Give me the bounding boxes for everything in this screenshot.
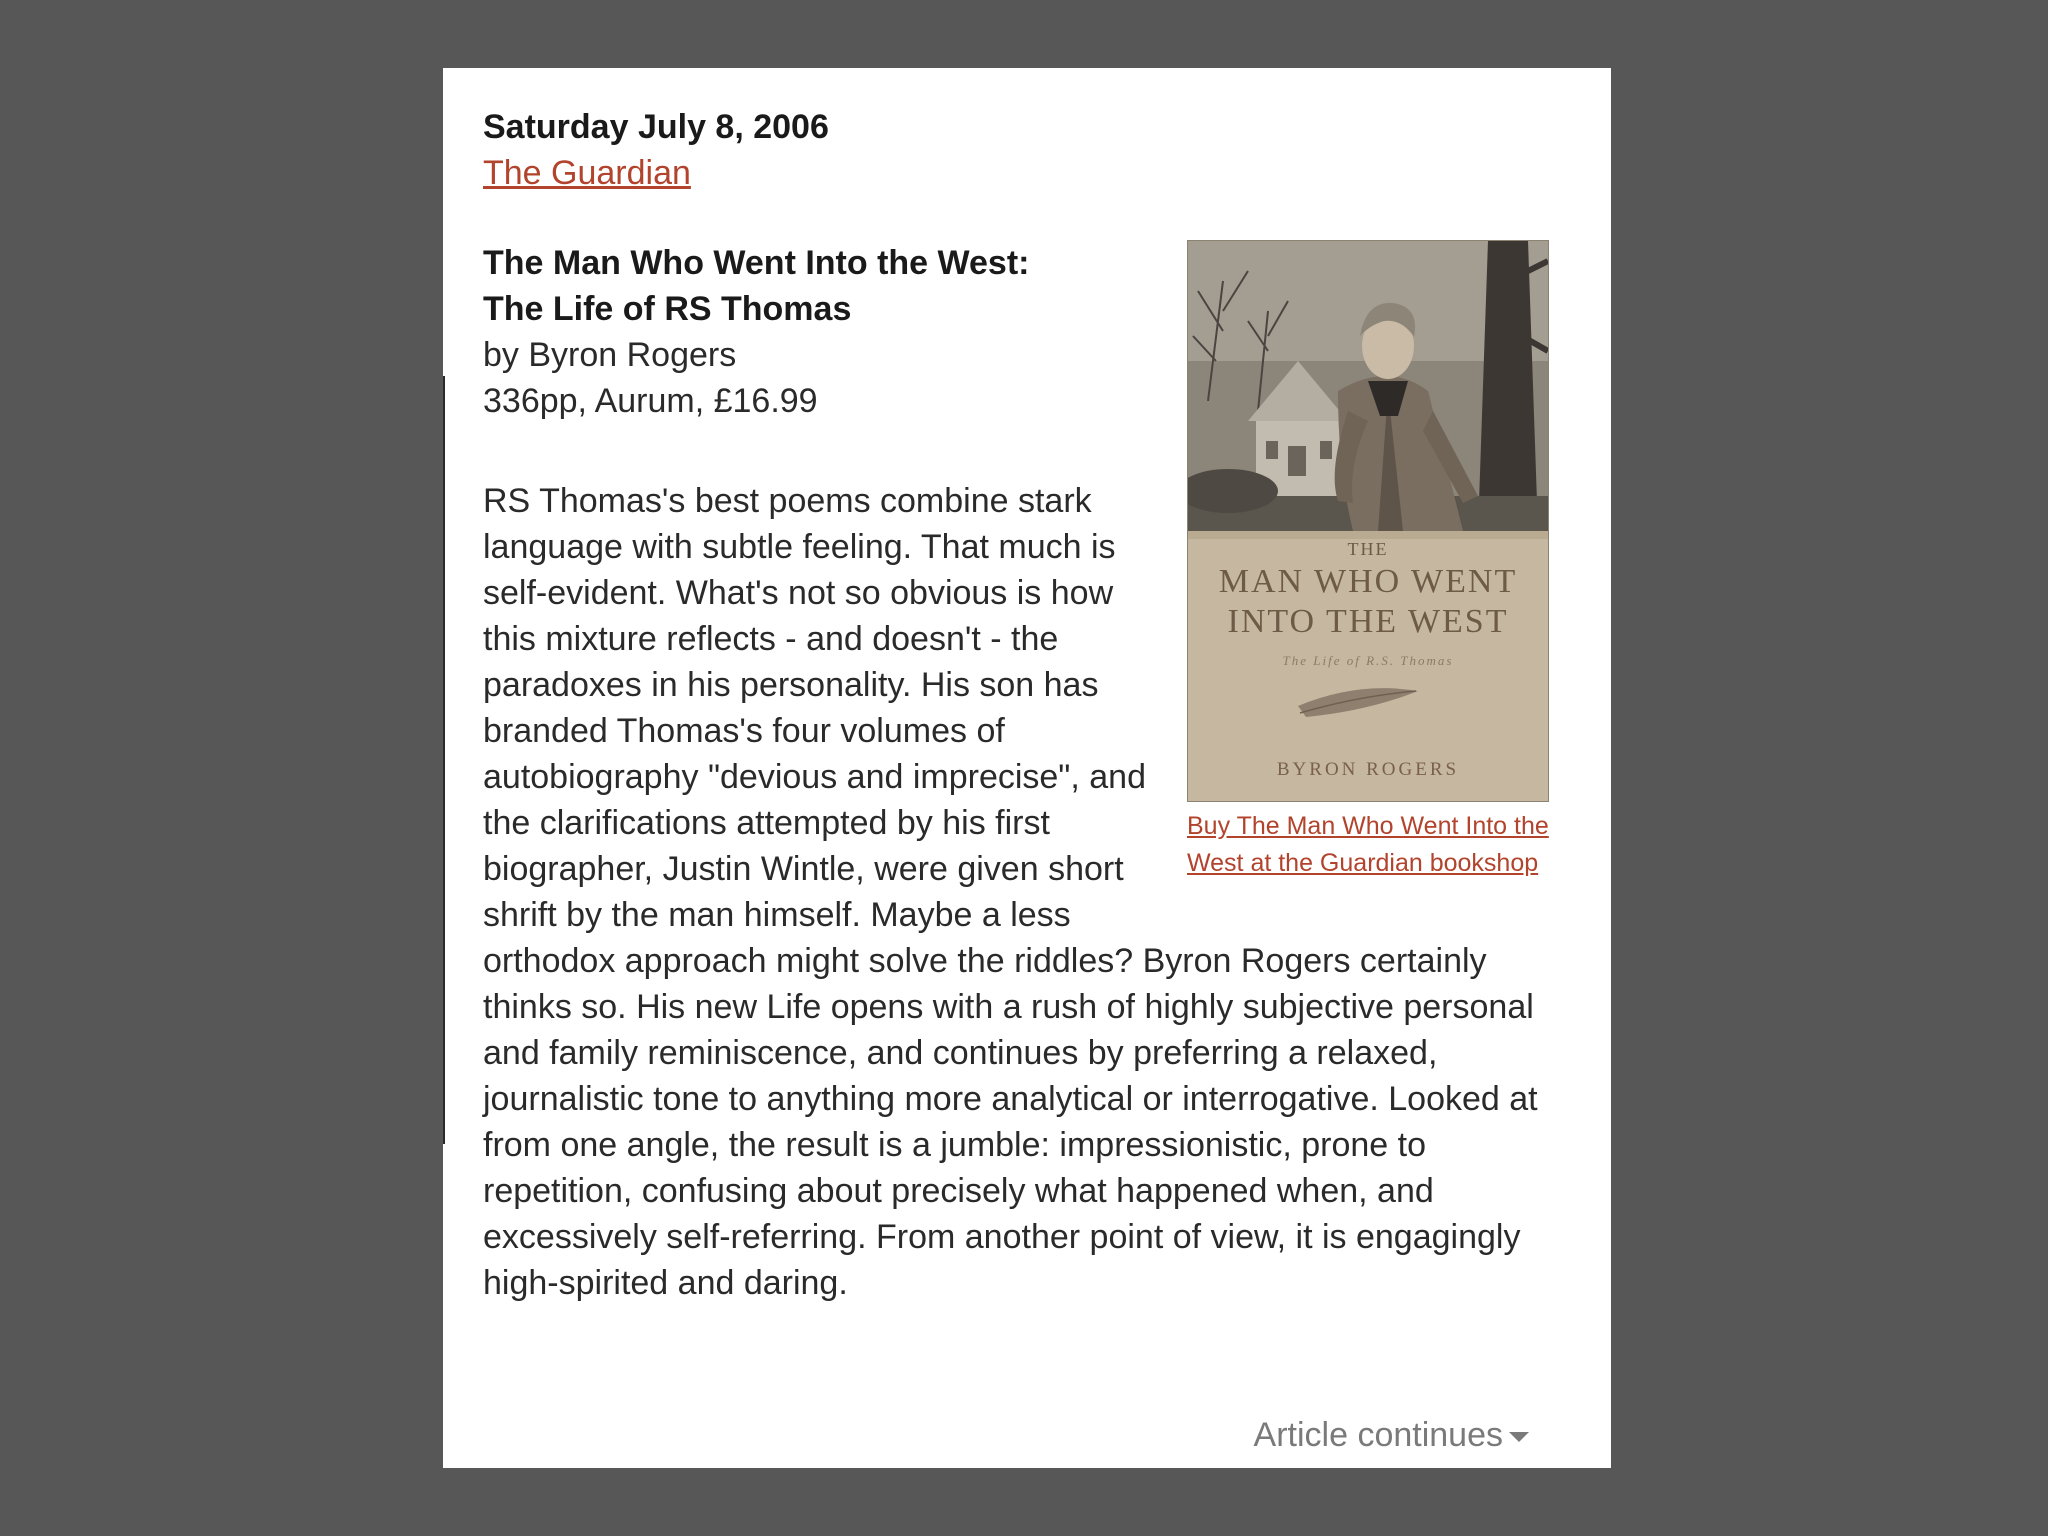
article-date: Saturday July 8, 2006 [483,108,829,146]
book-details: 336pp, Aurum, £16.99 [483,382,818,420]
cover-author: BYRON ROGERS [1276,759,1460,780]
cover-title-line2: INTO THE WEST [1227,603,1509,640]
book-review-block [483,240,1571,1306]
page-edge-line [443,376,445,1144]
source-link-the-guardian[interactable]: The Guardian [483,154,691,192]
cover-title-line1: MAN WHO WENT [1218,563,1518,600]
cover-subtitle: The Life of R.S. Thomas [1282,653,1454,668]
article-continues [1254,1412,1529,1458]
book-cover-figure [1187,240,1549,882]
article-continues-label: Article continues [1253,1416,1503,1454]
book-title-line1: The Man Who Went Into the West: [483,244,1030,282]
cover-photo-illustration [1188,241,1548,801]
book-author: by Byron Rogers [483,336,737,374]
cover-title-the: THE [1347,539,1389,559]
book-title-line2: The Life of RS Thomas [483,290,852,328]
book-cover-image[interactable] [1187,240,1549,802]
article-page [443,68,1611,1468]
buy-book-link[interactable]: Buy The Man Who Went Into the West at the Guardian bookshop [1187,812,1549,877]
caret-down-icon [1509,1432,1529,1442]
article-body: RS Thomas's best poems combine stark language with subtle feeling. That much is self-evident. What's not so obvious is how this mixture reflects - and doesn't - the paradoxes in his personality. His son has branded Thomas's four volumes of autobiography "devious and imprecise", and the clarifications attempted by his first biographer, Justin Wintle, were given short shrift by the man himself. Maybe a less orthodox approach might solve the riddles? Byron Rogers certainly thinks so. His new Life opens with a rush of highly subjective personal and family reminiscence, and continues by preferring a relaxed, journalistic tone to anything more analytical or interrogative. Looked at from one angle, the result is a jumble: impressionistic, prone to repetition, confusing about precisely what happened when, and excessively self-referring. From another point of view, it is engagingly high-spirited and daring. [483,482,1538,1302]
article-content [483,104,1571,1306]
